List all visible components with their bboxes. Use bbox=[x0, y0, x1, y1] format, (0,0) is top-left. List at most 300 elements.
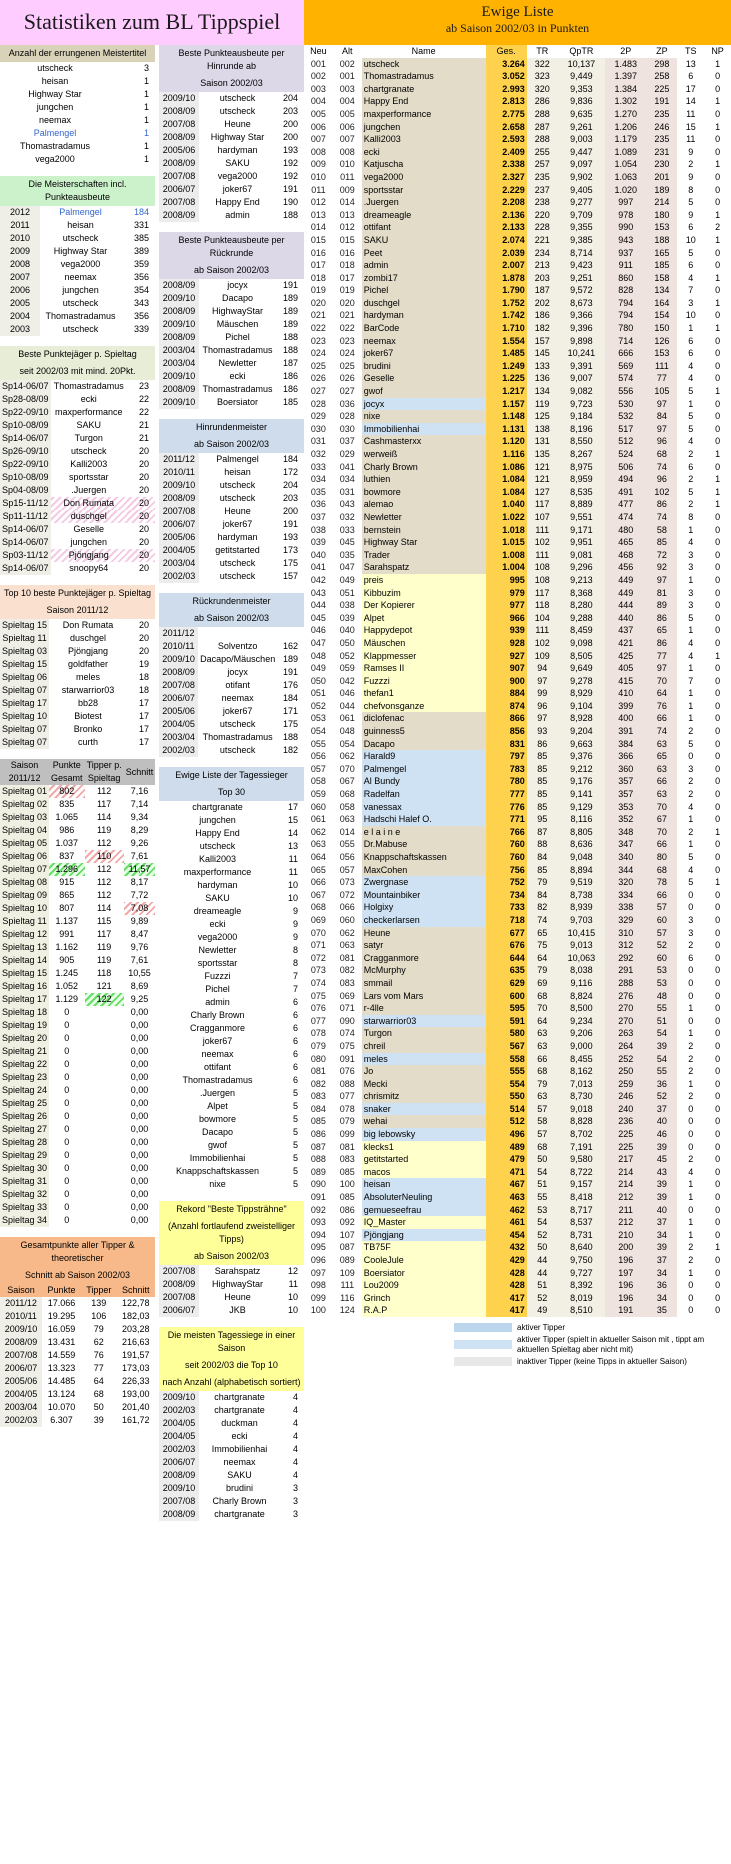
row-rank-new: 058 bbox=[310, 776, 326, 787]
table-row bbox=[159, 1417, 304, 1430]
row-tr: 44 bbox=[527, 1254, 558, 1267]
row-name: utscheck bbox=[219, 493, 256, 503]
row-rank-old: 009 bbox=[339, 184, 355, 195]
row-np: 0 bbox=[715, 373, 721, 384]
block-meisterschaften bbox=[0, 176, 155, 336]
row-season: 2005/06 bbox=[0, 1375, 42, 1388]
row-name: duschgel bbox=[70, 633, 107, 643]
row-name: utscheck bbox=[71, 446, 107, 456]
row-rank-old: 057 bbox=[339, 864, 355, 875]
row-np: 0 bbox=[715, 814, 721, 825]
row-qptr: 9,116 bbox=[558, 977, 605, 990]
row-value: 14 bbox=[287, 828, 298, 838]
row-name: joker67 bbox=[222, 706, 253, 716]
row-season: 2008/09 bbox=[0, 1336, 42, 1349]
table-row bbox=[159, 1035, 304, 1048]
table-row bbox=[159, 1508, 304, 1521]
row-qptr: 10,137 bbox=[558, 58, 605, 71]
row-average: 191,57 bbox=[122, 1350, 150, 1360]
row-qptr: 9,663 bbox=[558, 738, 605, 751]
row-ts: 1 bbox=[688, 574, 694, 585]
row-tr: 57 bbox=[527, 1128, 558, 1141]
row-total: 600 bbox=[486, 990, 527, 1003]
row-rank-old: 017 bbox=[339, 272, 355, 283]
row-total: 856 bbox=[486, 725, 527, 738]
row-total: 2.993 bbox=[486, 83, 527, 96]
row-points: 10.070 bbox=[47, 1402, 76, 1412]
table-row bbox=[159, 383, 304, 396]
row-year: 2004 bbox=[0, 310, 40, 323]
row-tr: 117 bbox=[527, 498, 558, 511]
row-tr: 157 bbox=[527, 335, 558, 348]
row-name: alemao bbox=[362, 498, 486, 511]
row-zp: 43 bbox=[646, 1166, 677, 1179]
row-name: utscheck bbox=[362, 58, 486, 71]
row-zp: 77 bbox=[646, 372, 677, 385]
row-value: 6 bbox=[292, 1010, 298, 1020]
row-name: Der Kopierer bbox=[362, 599, 486, 612]
row-ts: 5 bbox=[688, 486, 694, 497]
row-points: 0 bbox=[64, 1150, 70, 1160]
row-tippers: 119 bbox=[96, 955, 112, 965]
table-row bbox=[159, 801, 304, 814]
row-rank-new: 067 bbox=[310, 889, 326, 900]
row-name: ecki bbox=[80, 394, 97, 404]
row-points: 17.066 bbox=[47, 1298, 76, 1308]
row-points: 0 bbox=[64, 1111, 70, 1121]
row-value: 192 bbox=[282, 171, 298, 181]
table-row bbox=[159, 731, 304, 744]
row-value: 17 bbox=[138, 737, 149, 747]
row-tr: 97 bbox=[527, 675, 558, 688]
row-total: 2.229 bbox=[486, 184, 527, 197]
row-value: 188 bbox=[282, 332, 298, 342]
row-season: 2004/05 bbox=[0, 1388, 42, 1401]
row-rank-old: 092 bbox=[339, 1217, 355, 1228]
row-total: 733 bbox=[486, 901, 527, 914]
row-total: 1.022 bbox=[486, 511, 527, 524]
row-rank-new: 063 bbox=[310, 839, 326, 850]
row-points: 0 bbox=[64, 1085, 70, 1095]
row-np: 0 bbox=[715, 1116, 721, 1127]
row-year: 2002/03 bbox=[159, 570, 199, 583]
row-2p: 329 bbox=[605, 914, 646, 927]
row-name: duckman bbox=[221, 1418, 258, 1428]
row-total: 489 bbox=[486, 1141, 527, 1154]
row-total: 428 bbox=[486, 1279, 527, 1292]
row-name: vanessax bbox=[362, 801, 486, 814]
row-rank-old: 043 bbox=[339, 499, 355, 510]
row-name: Pichel bbox=[225, 332, 250, 342]
table-row bbox=[159, 1430, 304, 1443]
row-tr: 102 bbox=[527, 637, 558, 650]
row-tr: 202 bbox=[527, 297, 558, 310]
row-name: Highway Star bbox=[53, 246, 108, 256]
row-np: 0 bbox=[715, 184, 721, 195]
row-tippers bbox=[85, 1123, 124, 1136]
row-rank-new: 062 bbox=[310, 826, 326, 837]
row-tr: 135 bbox=[527, 448, 558, 461]
row-matchday: Spieltag 10 bbox=[2, 903, 48, 913]
row-np: 0 bbox=[715, 940, 721, 951]
row-zp: 134 bbox=[646, 284, 677, 297]
row-qptr: 8,640 bbox=[558, 1241, 605, 1254]
row-name: Lars vom Mars bbox=[362, 990, 486, 1003]
table-row bbox=[159, 996, 304, 1009]
row-points: 905 bbox=[59, 955, 75, 965]
rueckrundenmeister-table bbox=[159, 627, 304, 757]
row-average: 0,00 bbox=[130, 1137, 149, 1147]
row-zp: 191 bbox=[646, 95, 677, 108]
row-rank-old: 091 bbox=[339, 1053, 355, 1064]
row-2p: 1.054 bbox=[605, 158, 646, 171]
row-qptr: 9,723 bbox=[558, 398, 605, 411]
row-qptr: 9,097 bbox=[558, 158, 605, 171]
row-np: 1 bbox=[715, 1242, 721, 1253]
tagessiege-caption-2: seit 2002/03 die Top 10 bbox=[159, 1357, 304, 1374]
row-qptr: 9,206 bbox=[558, 1027, 605, 1040]
row-tr: 108 bbox=[527, 574, 558, 587]
hinrundenmeister-table bbox=[159, 453, 304, 583]
table-row bbox=[304, 196, 731, 209]
row-name: Don Rumata bbox=[51, 497, 127, 510]
table-row bbox=[159, 183, 304, 196]
row-rank-old: 058 bbox=[339, 801, 355, 812]
rueckrundenmeister-caption-2: ab Saison 2002/03 bbox=[159, 610, 304, 627]
row-total: 776 bbox=[486, 801, 527, 814]
table-row bbox=[159, 1469, 304, 1482]
row-np: 0 bbox=[715, 335, 721, 346]
table-row bbox=[304, 511, 731, 524]
row-zp: 164 bbox=[646, 297, 677, 310]
block-top10 bbox=[0, 585, 155, 749]
row-rank-old: 015 bbox=[339, 234, 355, 245]
row-name: Highway Star bbox=[362, 536, 486, 549]
row-zp: 246 bbox=[646, 121, 677, 134]
row-ts: 1 bbox=[688, 1078, 694, 1089]
row-rank-old: 026 bbox=[339, 373, 355, 384]
table-row bbox=[159, 1009, 304, 1022]
row-total: 2.813 bbox=[486, 95, 527, 108]
row-average: 0,00 bbox=[130, 1150, 149, 1160]
row-2p: 1.089 bbox=[605, 146, 646, 159]
row-value: 19 bbox=[138, 659, 149, 669]
row-name: starwarrior03 bbox=[61, 685, 115, 695]
row-rank-old: 063 bbox=[339, 814, 355, 825]
row-value: 8 bbox=[292, 958, 298, 968]
row-rank-old: 040 bbox=[339, 625, 355, 636]
row-name: utscheck bbox=[62, 298, 99, 308]
row-name: goldfather bbox=[68, 659, 109, 669]
row-name: Highway Star bbox=[210, 132, 265, 142]
row-rank-new: 054 bbox=[310, 726, 326, 737]
tagessieger-caption-1: Ewige Liste der Tagessieger bbox=[159, 767, 304, 784]
row-total: 1.554 bbox=[486, 335, 527, 348]
block-rueckrundenmeister bbox=[159, 593, 304, 757]
row-rank-new: 050 bbox=[310, 675, 326, 686]
row-rank-old: 002 bbox=[339, 58, 355, 69]
row-ts: 2 bbox=[688, 776, 694, 787]
row-ts: 1 bbox=[688, 688, 694, 699]
row-tr: 82 bbox=[527, 901, 558, 914]
row-name: Thomastradamus bbox=[202, 345, 273, 355]
row-rank-old: 074 bbox=[339, 1028, 355, 1039]
row-name: bernstein bbox=[362, 524, 486, 537]
table-row bbox=[304, 536, 731, 549]
row-zp: 158 bbox=[646, 272, 677, 285]
row-rank-old: 070 bbox=[339, 763, 355, 774]
row-average: 0,00 bbox=[130, 1033, 149, 1043]
row-value: 190 bbox=[282, 197, 298, 207]
row-zp: 153 bbox=[646, 221, 677, 234]
row-name: jocyx bbox=[362, 398, 486, 411]
row-name: maxperformance bbox=[183, 867, 252, 877]
row-zp: 189 bbox=[646, 184, 677, 197]
row-year: 2003/04 bbox=[159, 557, 199, 570]
row-points: 915 bbox=[59, 877, 75, 887]
row-name: Don Rumata bbox=[62, 620, 114, 630]
table-row bbox=[0, 471, 155, 484]
row-tr: 79 bbox=[527, 876, 558, 889]
row-qptr: 9,951 bbox=[558, 536, 605, 549]
row-np: 0 bbox=[715, 864, 721, 875]
row-2p: 860 bbox=[605, 272, 646, 285]
table-row bbox=[304, 498, 731, 511]
row-rank-new: 098 bbox=[310, 1280, 326, 1291]
row-total: 554 bbox=[486, 1078, 527, 1091]
row-year: 2008/09 bbox=[159, 1508, 199, 1521]
row-zp: 39 bbox=[646, 1241, 677, 1254]
block-tagessieger bbox=[159, 767, 304, 1191]
row-name: CooleJule bbox=[362, 1254, 486, 1267]
row-value: 5 bbox=[292, 1179, 298, 1189]
row-tippers: 112 bbox=[96, 890, 112, 900]
row-qptr: 8,805 bbox=[558, 826, 605, 839]
row-zp: 60 bbox=[646, 952, 677, 965]
row-value: 9 bbox=[292, 919, 298, 929]
row-year: 2006/07 bbox=[159, 1304, 199, 1317]
row-total: 718 bbox=[486, 914, 527, 927]
row-total: 3.264 bbox=[486, 58, 527, 71]
row-ts: 0 bbox=[688, 977, 694, 988]
row-value: 6 bbox=[292, 997, 298, 1007]
row-total: 595 bbox=[486, 1002, 527, 1015]
table-row bbox=[0, 310, 155, 323]
row-value: 10 bbox=[287, 893, 298, 903]
row-rank-old: 124 bbox=[339, 1305, 355, 1316]
row-zp: 68 bbox=[646, 864, 677, 877]
row-np: 0 bbox=[715, 1305, 721, 1316]
row-qptr: 9,703 bbox=[558, 914, 605, 927]
row-value: 10 bbox=[287, 1305, 298, 1315]
row-ts: 15 bbox=[685, 121, 696, 132]
row-qptr: 8,537 bbox=[558, 1216, 605, 1229]
col-schnitt: Schnitt bbox=[124, 759, 156, 785]
row-total: 479 bbox=[486, 1153, 527, 1166]
table-row bbox=[0, 824, 155, 837]
row-zp: 89 bbox=[646, 599, 677, 612]
row-tr: 286 bbox=[527, 95, 558, 108]
row-points: 0 bbox=[64, 1046, 70, 1056]
row-total: 2.409 bbox=[486, 146, 527, 159]
row-name: Happy End bbox=[362, 95, 486, 108]
row-rank-old: 077 bbox=[339, 1091, 355, 1102]
row-points: 0 bbox=[64, 1072, 70, 1082]
table-row bbox=[159, 866, 304, 879]
ewige-header-ts: TS bbox=[677, 45, 704, 58]
row-2p: 780 bbox=[605, 322, 646, 335]
row-name: hardyman bbox=[362, 309, 486, 322]
row-value: 5 bbox=[292, 1114, 298, 1124]
row-value: 1 bbox=[143, 128, 149, 138]
row-np: 0 bbox=[715, 1103, 721, 1114]
row-year: 2008/09 bbox=[159, 666, 198, 679]
row-ts: 0 bbox=[688, 1141, 694, 1152]
row-average: 8,47 bbox=[130, 929, 149, 939]
row-qptr: 8,738 bbox=[558, 889, 605, 902]
row-points: 0 bbox=[64, 1098, 70, 1108]
row-season: 2007/08 bbox=[0, 1349, 42, 1362]
row-rank-new: 003 bbox=[310, 83, 326, 94]
row-qptr: 8,889 bbox=[558, 498, 605, 511]
row-points: 16.059 bbox=[47, 1324, 76, 1334]
row-total: 1.790 bbox=[486, 284, 527, 297]
row-year: 2003/04 bbox=[159, 344, 199, 357]
row-name: hardyman bbox=[217, 532, 258, 542]
row-rank-old: 111 bbox=[340, 1280, 355, 1291]
row-name: Happy End bbox=[195, 828, 240, 838]
row-tr: 52 bbox=[527, 1292, 558, 1305]
row-name: vega2000 bbox=[197, 932, 238, 942]
row-qptr: 9,104 bbox=[558, 700, 605, 713]
row-total: 874 bbox=[486, 700, 527, 713]
row-total: 550 bbox=[486, 1090, 527, 1103]
row-np: 0 bbox=[715, 726, 721, 737]
row-name: Holgixy bbox=[362, 901, 486, 914]
row-matchday: Spieltag 01 bbox=[2, 786, 48, 796]
row-rank-new: 021 bbox=[310, 310, 326, 321]
row-rank-new: 030 bbox=[310, 423, 326, 434]
row-name: utscheck bbox=[219, 106, 256, 116]
punktejaeger-table bbox=[0, 380, 155, 575]
table-row bbox=[304, 461, 731, 474]
row-tr: 97 bbox=[527, 712, 558, 725]
table-row bbox=[0, 1401, 155, 1414]
row-rank-old: 042 bbox=[339, 675, 355, 686]
table-row bbox=[0, 736, 155, 749]
row-tr: 66 bbox=[527, 1053, 558, 1066]
row-points: 0 bbox=[64, 1189, 70, 1199]
row-points: 13.323 bbox=[47, 1363, 76, 1373]
row-np: 0 bbox=[715, 965, 721, 976]
row-rank-new: 010 bbox=[310, 171, 326, 182]
row-np: 0 bbox=[715, 108, 721, 119]
row-name: ecki bbox=[362, 146, 486, 159]
row-name: meles bbox=[362, 1053, 486, 1066]
row-name: Immobilienhai bbox=[211, 1444, 268, 1454]
row-year: 2002/03 bbox=[159, 744, 198, 757]
row-qptr: 9,212 bbox=[558, 763, 605, 776]
row-name: SAKU bbox=[205, 893, 230, 903]
row-value: 189 bbox=[282, 293, 298, 303]
row-total: 939 bbox=[486, 624, 527, 637]
col-tipper: Tipper p. Spieltag bbox=[86, 760, 122, 783]
table-row bbox=[159, 1456, 304, 1469]
table-row bbox=[159, 544, 304, 557]
table-row bbox=[159, 1404, 304, 1417]
table-row bbox=[0, 1162, 155, 1175]
row-rank-old: 039 bbox=[339, 612, 355, 623]
row-name: Jo bbox=[362, 1065, 486, 1078]
row-zp: 153 bbox=[646, 347, 677, 360]
row-tippers bbox=[85, 1149, 124, 1162]
row-name: Fuzzzi bbox=[362, 675, 486, 688]
row-rank-old: 050 bbox=[339, 637, 355, 648]
row-rank-old: 005 bbox=[339, 108, 355, 119]
table-row bbox=[0, 1032, 155, 1045]
row-points: 0 bbox=[64, 1033, 70, 1043]
row-tippers: 112 bbox=[96, 864, 112, 874]
row-tippers: 112 bbox=[96, 838, 112, 848]
table-row bbox=[0, 562, 155, 575]
row-zp: 77 bbox=[646, 650, 677, 663]
row-name: joker67 bbox=[222, 184, 253, 194]
table-row bbox=[0, 993, 155, 1006]
table-row bbox=[159, 957, 304, 970]
row-tr: 57 bbox=[527, 1103, 558, 1116]
row-name: sportsstar bbox=[362, 184, 486, 197]
row-matchday: Spieltag 05 bbox=[2, 838, 48, 848]
table-row bbox=[304, 675, 731, 688]
row-year: 2008/09 bbox=[159, 131, 199, 144]
row-name: sportsstar bbox=[197, 958, 238, 968]
row-rank-new: 018 bbox=[310, 272, 326, 283]
row-tr: 228 bbox=[527, 221, 558, 234]
rekord-table bbox=[159, 1265, 304, 1317]
row-rank-new: 041 bbox=[310, 562, 326, 573]
row-qptr: 8,162 bbox=[558, 1065, 605, 1078]
table-row bbox=[0, 323, 155, 336]
table-row bbox=[159, 1265, 304, 1278]
row-zp: 65 bbox=[646, 750, 677, 763]
table-row bbox=[0, 62, 155, 75]
row-name: Dr.Mabuse bbox=[362, 838, 486, 851]
row-value: 22 bbox=[138, 407, 149, 417]
top10-caption-1: Top 10 beste Punktejäger p. Spieltag bbox=[0, 585, 155, 602]
row-year: 2005/06 bbox=[159, 705, 198, 718]
row-matchday: Spieltag 06 bbox=[2, 851, 48, 861]
row-total: 1.015 bbox=[486, 536, 527, 549]
block-tagessiege-saison bbox=[159, 1327, 304, 1521]
row-name: Trader bbox=[362, 549, 486, 562]
row-year: 2002/03 bbox=[159, 1404, 199, 1417]
row-np: 0 bbox=[715, 1166, 721, 1177]
row-season: 2009/10 bbox=[0, 1323, 42, 1336]
row-total: 2.007 bbox=[486, 259, 527, 272]
row-name: getitstarted bbox=[362, 1153, 486, 1166]
table-row bbox=[0, 419, 155, 432]
row-tr: 84 bbox=[527, 889, 558, 902]
row-tr: 104 bbox=[527, 612, 558, 625]
row-rank-new: 023 bbox=[310, 335, 326, 346]
row-average: 9,76 bbox=[130, 942, 149, 952]
rueckrunde-table bbox=[159, 279, 304, 409]
row-name: Boersiator bbox=[362, 1267, 486, 1280]
row-np: 0 bbox=[715, 171, 721, 182]
row-2p: 353 bbox=[605, 801, 646, 814]
row-rank-old: 016 bbox=[339, 247, 355, 258]
row-name: utscheck bbox=[62, 324, 99, 334]
